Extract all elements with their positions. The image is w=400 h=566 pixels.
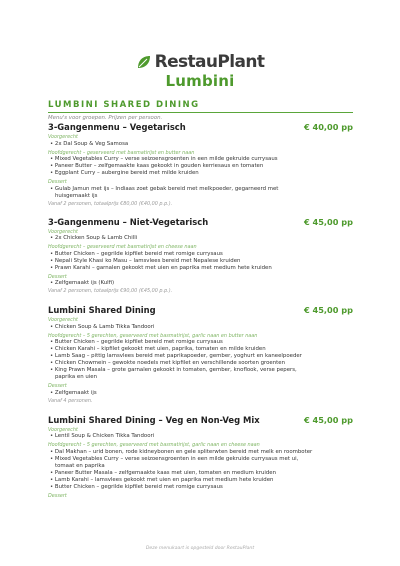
dish-item: • Mixed Vegetables Curry – verse seizoensgroenten in een milde gekruide currysaus met ui, [50, 455, 299, 462]
section-title: 3-Gangenmenu – Vegetarisch [48, 122, 186, 132]
section-price: € 45,00 pp [303, 414, 353, 425]
menu-section [48, 122, 353, 208]
page-title: LUMBINI SHARED DINING [48, 100, 200, 110]
section-title: Lumbini Shared Dining [48, 305, 156, 315]
dish-item: tomaat en paprika [55, 462, 105, 469]
dish-item: • Butter Chicken – gegrilde kipfilet bereid met romige currysaus [50, 339, 223, 345]
section-note: Vanaf 2 personen, totaalprijs €90,00 (€45,00 p.p.). [48, 288, 173, 294]
dish-item: • Mixed Vegetables Curry – verse seizoensgroenten in een milde gekruide currysaus [50, 156, 278, 162]
dish-item: • Chicken Chowmein – gewokte noedels met kipfilet en verschillende soorten groenten [50, 360, 285, 366]
menu-section [48, 305, 353, 405]
course-label: Voorgerecht [48, 134, 78, 140]
brand-location: Lumbini [165, 72, 235, 90]
dish-item: • Butter Chicken – gegrilde kipfilet bereid met romige currysaus [50, 483, 223, 490]
dish-item: • Eggplant Curry – aubergine bereid met milde kruiden [50, 170, 199, 176]
dish-item: • Prawn Karahi – garnalen gekookt met uien en paprika met medium hete kruiden [50, 264, 272, 271]
course-label: Hoofdgerecht – 5 gerechten, geserveerd met basmatirijst, garlic naan en butter naan [48, 332, 258, 339]
dish-item: • Butter Chicken – gegrilde kipfilet bereid met romige currysaus [50, 250, 223, 257]
leaf-icon [136, 54, 152, 70]
dish-item: • Nepali Style Khasi ko Masu – lamsvlees bereid met Nepalese kruiden [50, 257, 241, 264]
dish-item: • Zelfgemaakt ijs [50, 389, 97, 396]
page-footer: Deze menukaart is opgesteld door RestauPlant [145, 546, 255, 551]
section-title: Lumbini Shared Dining – Veg en Non-Veg Mix [48, 414, 260, 425]
section-header [48, 305, 353, 315]
section-price: € 40,00 pp [303, 122, 353, 132]
dish-item: paprika en uien [55, 374, 97, 380]
section-title: 3-Gangenmenu – Niet-Vegetarisch [48, 216, 209, 227]
course-label: Voorgerecht [48, 228, 78, 235]
section-price: € 45,00 pp [303, 305, 353, 315]
menu-section [48, 415, 353, 500]
dish-item: • Gulab Jamun met ijs – Indiaas zoet gebak bereid met melkpoeder, gegarneerd met [50, 185, 279, 192]
section-price: € 45,00 pp [303, 216, 353, 227]
menu-section [48, 217, 353, 296]
dish-item: • King Prawn Masala – grote garnalen gekookt in tomaten, gember, knoflook, verse pepers, [50, 367, 297, 373]
section-note: Vanaf 2 personen, totaalprijs €80,00 (€40,00 p.p.). [48, 200, 173, 207]
dish-item: • Dal Makhan – urid bonen, rode kidneybonen en gele spliterwten bereid met melk en roomboter [50, 448, 313, 455]
menu-sections [48, 122, 353, 499]
dish-item: • Lamb Saag – pittig lamsvlees bereid met paprikapoeder, gember, yoghurt en kaneelpoeder [50, 353, 302, 359]
brand-name: RestauPlant [154, 52, 265, 72]
section-header [48, 415, 353, 425]
dish-item: • 2x Chicken Soup & Lamb Chilli [50, 235, 138, 241]
dish-item: • Lentil Soup & Chicken Tikka Tandoori [50, 433, 155, 439]
course-label: Dessert [48, 492, 67, 499]
dish-item: • 2x Dal Soup & Veg Samosa [50, 140, 129, 147]
section-header [48, 122, 353, 132]
course-label: Voorgerecht [48, 426, 78, 433]
course-label: Dessert [48, 273, 67, 280]
title-divider [48, 112, 353, 113]
course-label: Voorgerecht [48, 317, 78, 323]
dish-item: • Paneer Butter – zelfgemaakte kaas gekookt in gouden kerriesaus en tomaten [50, 163, 264, 169]
menu-content [48, 114, 353, 499]
dish-item: huisgemaakt ijs [55, 192, 98, 199]
course-label: Dessert [48, 383, 67, 389]
dish-item: • Zelfgemaakt ijs (Kulfi) [50, 280, 115, 286]
logo [0, 52, 400, 90]
dish-item: • Paneer Butter Masala – zelfgemaakte kaas met uien, tomaten en medium kruiden [50, 469, 277, 476]
menu-intro: Menu's voor groepen. Prijzen per persoon. [48, 115, 163, 121]
course-label: Dessert [48, 179, 67, 185]
dish-item: • Chicken Soup & Lamb Tikka Tandoori [50, 323, 155, 330]
section-header [48, 217, 353, 227]
section-note: Vanaf 4 personen. [48, 397, 93, 404]
dish-item: • Chicken Karahi – kipfilet gekookt met uien, paprika, tomaten en milde kruiden [50, 346, 266, 352]
course-label: Hoofdgerecht – 5 gerechten, geserveerd met basmatirijst, garlic naan en cheese naan [48, 442, 260, 448]
course-label: Hoofdgerecht – geserveerd met basmatirijst en cheese naan [48, 244, 197, 250]
course-label: Hoofdgerecht – geserveerd met basmatirijst en butter naan [48, 149, 195, 156]
dish-item: • Lamb Karahi – lamsvlees gekookt met uien en paprika met medium hete kruiden [50, 476, 274, 483]
